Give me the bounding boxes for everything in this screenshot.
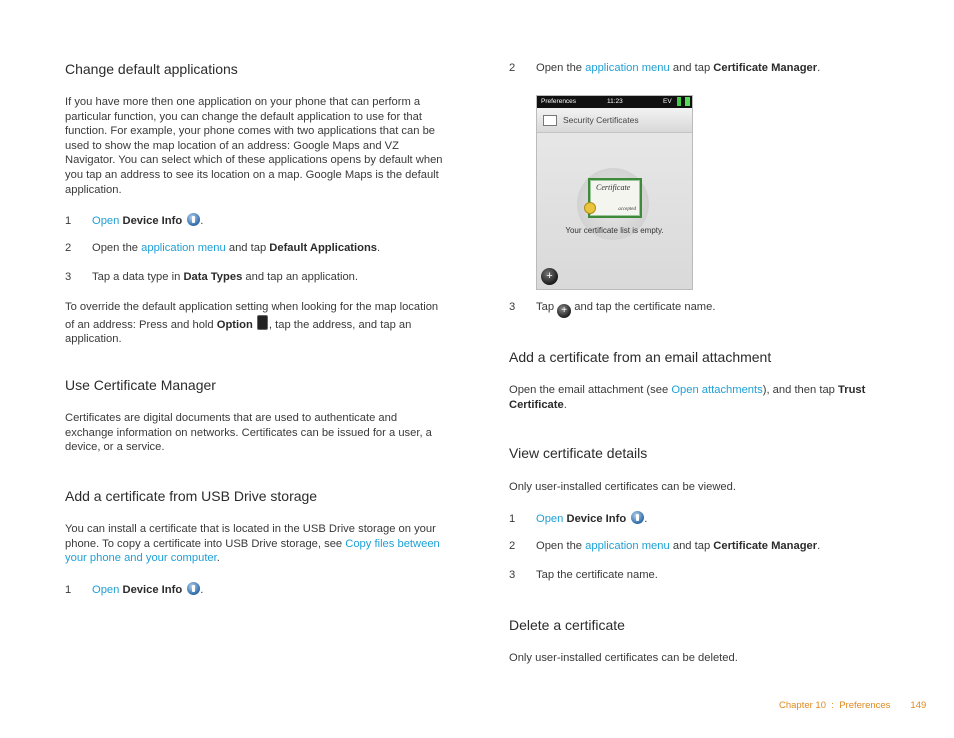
device-info-label: Device Info — [122, 584, 183, 596]
punctuation: . — [644, 513, 648, 525]
punctuation: . — [377, 242, 381, 254]
email-text: ), and then tap — [762, 384, 838, 396]
paragraph-override — [65, 300, 445, 347]
paragraph-view-details: Only user-installed certificates can be viewed. — [509, 481, 736, 493]
trust-certificate-label: Trust Certificate — [509, 384, 866, 411]
application-menu-link[interactable]: application menu — [585, 540, 670, 552]
override-text: To override the default application setting when looking for the map location of an address: Press and hold — [65, 301, 439, 331]
device-info-label: Device Info — [566, 513, 627, 525]
add-icon: + — [557, 304, 571, 318]
certificate-manager-label: Certificate Manager — [713, 62, 818, 74]
punctuation: . — [817, 62, 821, 74]
step-3-tap-certificate-name — [509, 569, 658, 581]
phone-app-header — [537, 108, 692, 133]
seal-icon — [584, 202, 596, 214]
status-app-name: Preferences — [541, 98, 577, 105]
usb-text: You can install a certificate that is located in the USB Drive storage on your phone. To copy a certificate into USB Drive storage, see — [65, 523, 436, 550]
step-number: 2 — [65, 242, 72, 254]
application-menu-link[interactable]: application menu — [141, 242, 226, 254]
status-time: 11:23 — [607, 98, 623, 105]
step-text: Open the — [536, 540, 586, 552]
step-3-tap-add — [509, 301, 715, 318]
punctuation: . — [563, 398, 567, 411]
signal-icon — [677, 97, 681, 106]
option-key-label: Option — [216, 318, 253, 331]
step-1-open-device-info — [65, 213, 203, 227]
step-number: 3 — [509, 569, 516, 581]
certificate-signature: accepted — [618, 207, 636, 212]
heading-change-default-applications: Change default applications — [65, 61, 238, 77]
step-number: 2 — [509, 62, 516, 74]
step-text: Tap — [536, 301, 558, 313]
paragraph-delete-certificate: Only user-installed certificates can be deleted. — [509, 652, 738, 664]
step-number: 3 — [509, 301, 516, 313]
paragraph-certificates: Certificates are digital documents that are used to authenticate and exchange information on networks. Certificates can be issued for a user, a device, or a service. — [65, 412, 432, 454]
heading-delete-certificate: Delete a certificate — [509, 617, 625, 633]
certificate-icon — [588, 178, 642, 218]
open-attachments-link[interactable]: Open attachments — [671, 384, 763, 396]
status-network: EV — [663, 98, 672, 105]
heading-usb-drive: Add a certificate from USB Drive storage — [65, 488, 318, 504]
heading-view-certificate-details: View certificate details — [509, 445, 648, 461]
step-text: and tap — [669, 62, 714, 74]
device-info-icon — [187, 213, 200, 226]
email-text: Open the email attachment (see — [509, 384, 672, 396]
step-text: and tap the certificate name. — [571, 301, 716, 313]
option-key-icon — [257, 315, 268, 330]
empty-list-message: Your certificate list is empty. — [565, 226, 664, 235]
step-3-data-types — [65, 271, 358, 283]
device-info-label: Device Info — [122, 215, 183, 227]
page-footer — [779, 700, 926, 711]
battery-icon — [685, 97, 690, 106]
punctuation: . — [817, 540, 821, 552]
step-text: Tap a data type in — [92, 271, 184, 283]
page-number: 149 — [910, 700, 927, 711]
step-number: 2 — [509, 540, 516, 552]
step-2-view-certificate-manager — [509, 540, 820, 552]
copy-files-link[interactable]: Copy files between your phone and your computer — [65, 537, 440, 565]
step-number: 3 — [65, 271, 72, 283]
step-2-default-applications — [65, 242, 380, 254]
heading-email-attachment: Add a certificate from an email attachment — [509, 349, 772, 365]
default-applications-label: Default Applications — [269, 242, 378, 254]
heading-use-certificate-manager: Use Certificate Manager — [65, 377, 216, 393]
certificate-manager-label: Certificate Manager — [713, 540, 818, 552]
paragraph-default-apps: If you have more then one application on your phone that can perform a particular function, you can change the default application to use for that function. For example, your phone comes with two applications that can be used to show the map location of an address: Google Maps and VZ Navigator. You can select which of these applications opens by default when you tap an address to see its location on a map. Google Maps is the default application. — [65, 96, 443, 196]
footer-chapter: Chapter 10 : Preferences — [779, 700, 891, 711]
punctuation: . — [216, 552, 220, 565]
punctuation: . — [200, 584, 204, 596]
step-text: Tap the certificate name. — [536, 569, 658, 581]
certificate-title: Certificate — [596, 183, 631, 192]
step-1-usb-open-device-info — [65, 582, 203, 596]
step-text: and tap — [669, 540, 714, 552]
step-text: and tap an application. — [242, 271, 358, 283]
add-certificate-button[interactable]: + — [541, 268, 558, 285]
step-text: Open the — [92, 242, 142, 254]
open-link[interactable]: Open — [536, 513, 564, 525]
open-link[interactable]: Open — [92, 584, 120, 596]
override-text-end: , tap the address, and tap an application. — [65, 318, 412, 346]
device-info-icon — [187, 582, 200, 595]
paragraph-email-attachment — [509, 383, 879, 412]
device-info-icon — [631, 511, 644, 524]
data-types-label: Data Types — [183, 271, 243, 283]
paragraph-usb-drive — [65, 522, 445, 566]
step-text: Open the — [536, 62, 586, 74]
open-link[interactable]: Open — [92, 215, 120, 227]
phone-header-title: Security Certificates — [563, 115, 639, 125]
step-number: 1 — [65, 584, 72, 596]
step-1-view-open-device-info — [509, 511, 647, 525]
phone-screenshot — [536, 95, 693, 290]
punctuation: . — [200, 215, 204, 227]
step-number: 1 — [65, 215, 72, 227]
application-menu-link[interactable]: application menu — [585, 62, 670, 74]
certificate-list-icon — [543, 115, 557, 126]
phone-status-bar — [537, 96, 692, 108]
step-text: and tap — [225, 242, 270, 254]
step-2-certificate-manager — [509, 62, 820, 74]
step-number: 1 — [509, 513, 516, 525]
